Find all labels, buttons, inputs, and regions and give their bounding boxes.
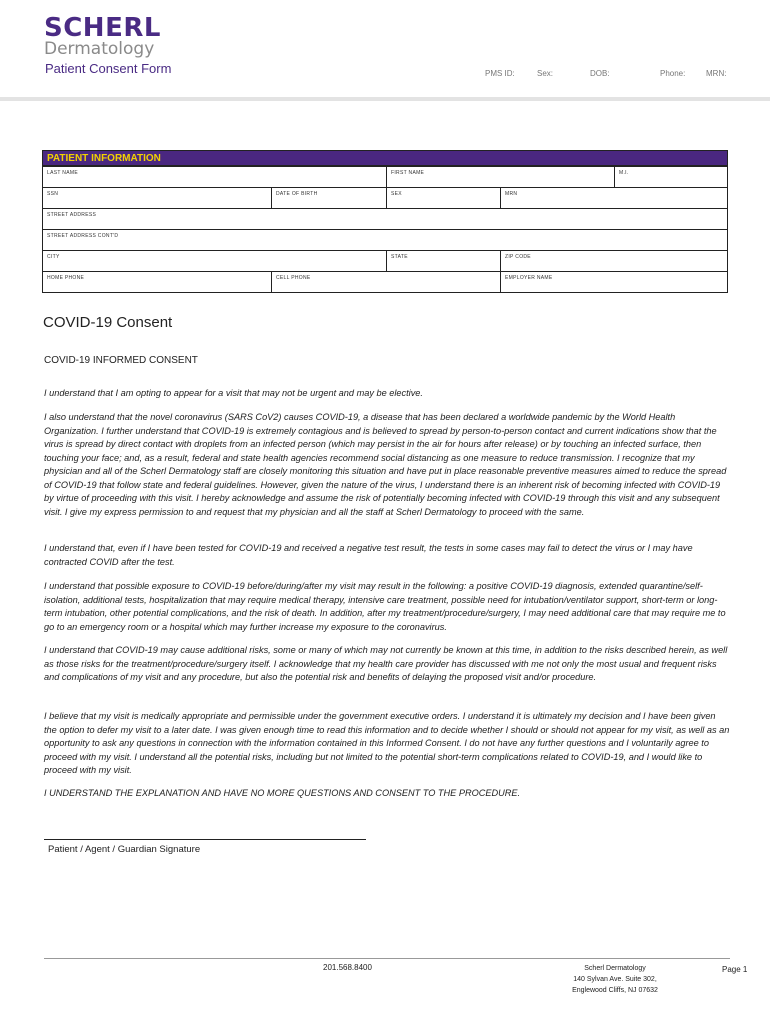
footer-address — [560, 963, 670, 996]
signature-line[interactable] — [44, 839, 366, 840]
brand-logo-subtitle: Dermatology — [44, 39, 155, 59]
consent-paragraph: I understand that COVID-19 may cause additional risks, some or many of which may not currently be known at this time, in addition to the risks described herein, as well as those risks for the treatment/procedure/surgery itself. I acknowledge that my health care provider has discussed with me not only the most usual and frequent risks and complications of my visit and any procedure, but also the potential risk and benefits of delaying the proposed visit and/or procedure. — [44, 645, 728, 682]
phone-label: Phone: — [660, 69, 686, 78]
patient-info-header: PATIENT INFORMATION — [42, 150, 728, 166]
sex-label: Sex: — [537, 69, 554, 78]
first-name-field[interactable]: FIRST NAME — [387, 167, 615, 187]
footer-address-line: Englewood Cliffs, NJ 07632 — [572, 987, 658, 994]
last-name-field[interactable]: LAST NAME — [43, 167, 387, 187]
dob-label: DOB: — [590, 69, 610, 78]
table-row — [43, 230, 727, 251]
patient-info-table — [42, 166, 728, 293]
header-divider — [0, 97, 770, 101]
sex-field[interactable]: SEX — [387, 188, 501, 208]
table-row — [43, 209, 727, 230]
pms-id-label: PMS ID: — [485, 69, 515, 78]
footer-address-line: Scherl Dermatology — [584, 965, 646, 972]
cell-phone-field[interactable]: CELL PHONE — [272, 272, 501, 292]
table-row — [43, 272, 727, 292]
table-row — [43, 167, 727, 188]
street-address-cont-field[interactable]: STREET ADDRESS CONT'D — [47, 233, 119, 239]
zip-code-field[interactable]: ZIP CODE — [505, 254, 531, 260]
consent-title: COVID-19 Consent — [43, 314, 173, 331]
mrn-field[interactable]: MRN — [505, 191, 518, 197]
consent-paragraph: I believe that my visit is medically appropriate and permissible under the government executive orders. I understand it is ultimately my decision and I have been given the option to defer my visit to a later date. I was given enough time to read this information and to decide whether I should or should not appear for my visit, as well as an opportunity to ask any questions in connection with the information contained in this Informed Consent. I do not have any further questions and I voluntarily agree to proceed with my visit. I understand all the potential risks, including but not limited to the potential short-term complications related to COVID-19, and I would like to proceed with my visit. — [44, 711, 730, 775]
table-row — [43, 251, 727, 272]
street-address-field[interactable]: STREET ADDRESS — [47, 212, 97, 218]
consent-subtitle: COVID-19 INFORMED CONSENT — [44, 355, 198, 366]
consent-paragraph: I understand that I am opting to appear for a visit that may not be urgent and may be elective. — [44, 388, 423, 398]
ssn-field[interactable]: SSN — [43, 188, 272, 208]
city-field[interactable]: CITY — [43, 251, 387, 271]
date-of-birth-field[interactable]: DATE OF BIRTH — [272, 188, 387, 208]
mrn-label: MRN: — [706, 69, 727, 78]
consent-paragraph: I understand that possible exposure to COVID-19 before/during/after my visit may result in the following: a positive COVID-19 diagnosis, extended quarantine/self-isolation, additional tests, hospitalization that may require medical therapy, intensive care treatment, possible need for intubation/ventilator support, short-term or long-term intubation, other potential complications, and the risk of death. In addition, after my treatment/procedure/surgery, I may need additional care that may require me to go to an emergency room or a hospital which may further increase my exposure to the coronavirus. — [44, 581, 726, 632]
middle-initial-field[interactable]: M.I. — [619, 170, 629, 176]
employer-name-field[interactable]: EMPLOYER NAME — [505, 275, 553, 281]
consent-paragraph: I also understand that the novel coronavirus (SARS CoV2) causes COVID-19, a disease that has been declared a worldwide pandemic by the World Health Organization. I further understand that COVID-19 is extremely contagious and is believed to spread by person-to-person contact and current indications show that the virus is spread by direct contact with droplets from an infected person (which may persist in the air for hours after release) or by touching an infected surface, then touching your face; and, as a result, federal and state health agencies recommend social distancing as one measure to reduce transmission. I recognize that my physician and all of the Scherl Dermatology staff are closely monitoring this situation and have put in place reasonable preventive measures aimed to reduce the spread of COVID-19 that follow state and federal guidelines. However, given the nature of the virus, I understand there is an inherent risk of becoming infected with COVID-19 by virtue of proceeding with this visit. I hereby acknowledge and assume the risk of potentially becoming infected with COVID-19 through this visit and any subsequent visit. I give my express permission to and request that my physician and all the staff at Scherl Dermatology to proceed with the same. — [44, 412, 727, 517]
page-number: Page 1 — [722, 965, 748, 974]
footer-divider — [44, 958, 730, 959]
form-title: Patient Consent Form — [45, 61, 172, 76]
brand-logo-name: SCHERL — [44, 13, 161, 43]
home-phone-field[interactable]: HOME PHONE — [43, 272, 272, 292]
footer-phone: 201.568.8400 — [323, 963, 372, 972]
table-row — [43, 188, 727, 209]
signature-label: Patient / Agent / Guardian Signature — [48, 844, 201, 855]
footer-address-line: 140 Sylvan Ave. Suite 302, — [573, 976, 657, 983]
state-field[interactable]: STATE — [387, 251, 501, 271]
consent-statement: I UNDERSTAND THE EXPLANATION AND HAVE NO MORE QUESTIONS AND CONSENT TO THE PROCEDURE. — [44, 788, 521, 798]
consent-paragraph: I understand that, even if I have been tested for COVID-19 and received a negative test result, the tests in some cases may fail to detect the virus or I may have contracted COVID after the test. — [44, 543, 693, 567]
